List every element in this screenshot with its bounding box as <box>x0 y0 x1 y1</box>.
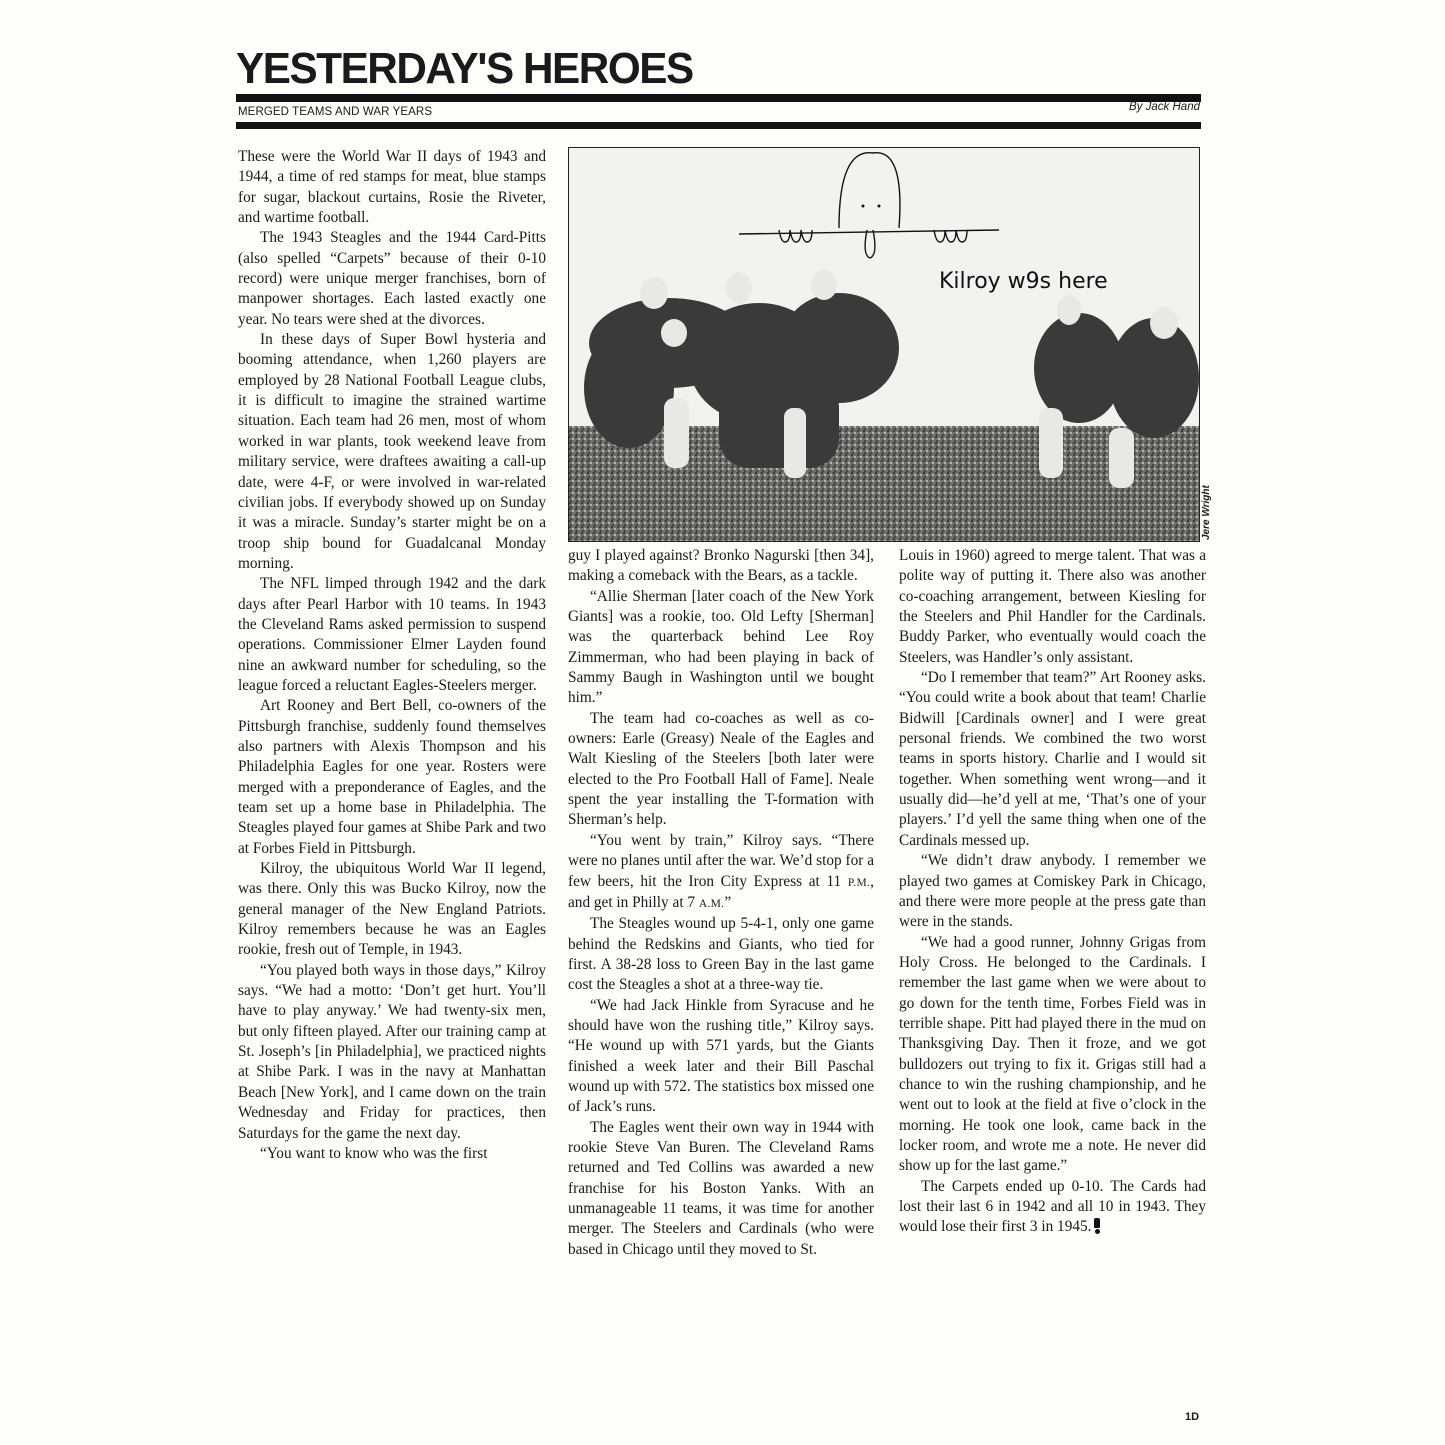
text-column-2 <box>568 546 874 1260</box>
paragraph: “We didn’t draw anybody. I remember we played two games at Comiskey Park in Chicago, and there were more people at the press gate than were in the stands. <box>899 852 1206 931</box>
text-span: , and get in Philly at 7 <box>568 872 874 911</box>
header-rule-top <box>236 94 1201 102</box>
paragraph: “We had a good runner, Johnny Grigas from Holy Cross. He belonged to the Cardinals. I remember the last game when we were about to go down for the tenth time, Forbes Field was in terrible shape. Pitt had played there in the mud on Thanksgiving Day. Then it froze, and we got bulldozers out trying to fix it. Grigas still had a chance to win the rushing championship, and he went out to look at the field at five o’clock in the morning. He took one look, came back in the locker room, and wrote me a note. He never did show up for the last game.” <box>899 933 1206 1175</box>
paragraph: “You played both ways in those days,” Kilroy says. “We had a motto: ‘Don’t get hurt. You’ll have to play anyway.’ We had twenty-six men, but only fifteen played. After our training camp at St. Joseph’s [in Philadelphia], we practiced nights at Shibe Park. I was in the navy at Manhattan Beach [New York], and I came down on the train Wednesday and Friday for practices, then Saturdays for the game the next day. <box>238 961 546 1142</box>
paragraph: “Do I remember that team?” Art Rooney asks. “You could write a book about that team! Charlie Bidwill [Cardinals owner] and I were great personal friends. We combined the two worst teams in sports history. Charlie and I would sit together. When something went wrong—and it usually did—he’d yell at me, ‘That’s one of your players.’ I’d yell the same thing when one of the Cardinals messed up. <box>899 669 1206 849</box>
paragraph: The 1943 Steagles and the 1944 Card-Pitts (also spelled “Carpets” because of their 0-10 record) were unique merger franchises, born of manpower shortages. Each lasted exactly one year. No tears were shed at the divorces. <box>238 229 546 328</box>
time-abbrev: A.M. <box>698 897 725 910</box>
paragraph <box>899 1177 1206 1238</box>
page-number: 1D <box>1185 1411 1200 1423</box>
photo-illustration <box>569 148 1199 541</box>
paragraph: The Steagles wound up 5-4-1, only one game behind the Redskins and Giants, who tied for first. A 38-28 loss to Green Bay in the last game cost the Steagles a shot at a three-way tie. <box>568 915 874 994</box>
end-mark-icon <box>1094 1218 1100 1233</box>
paragraph: The Eagles went their own way in 1944 with rookie Steve Van Buren. The Cleveland Rams returned and Ted Collins was awarded a new franchise for his Boston Yanks. With an unmanageable 11 teams, it was time for another merger. The Steelers and Cardinals (who were based in Chicago until they moved to St. <box>568 1118 874 1258</box>
paragraph: guy I played against? Bronko Nagurski [then 34], making a comeback with the Bears, as a tackle. <box>568 547 874 585</box>
paragraph: Art Rooney and Bert Bell, co-owners of the Pittsburgh franchise, suddenly found themselves also partners with Alexis Thompson and his Philadelphia Eagles for one year. Rosters were merged with a preponderance of Eagles, and the team set up a home base in Philadelphia. The Steagles played four games at Shibe Park and two at Forbes Field in Pittsburgh. <box>238 697 546 857</box>
text-span: The Carpets ended up 0-10. The Cards had lost their last 6 in 1942 and all 10 in 1943. They would lose their first 3 in 1945. <box>899 1177 1206 1236</box>
photo-credit: Jere Wright <box>1201 485 1212 540</box>
paragraph: In these days of Super Bowl hysteria and booming attendance, when 1,260 players are employed by 28 National Football League clubs, it is difficult to imagine the strained wartime situation. Each team had 26 men, most of whom worked in war plants, took weekend leave from military service, were draftees awaiting a call-up date, were 4-F, or were involved in war-related civilian jobs. If everybody showed up on Sunday it was a miracle. Sunday’s starter might be on a troop ship bound for Guadalcanal Monday morning. <box>238 331 546 572</box>
football-photo <box>568 147 1200 542</box>
byline: By Jack Hand <box>1129 101 1200 113</box>
paragraph: “We had Jack Hinkle from Syracuse and he should have won the rushing title,” Kilroy says. “He wound up with 571 yards, but the Giants finished a week later and their Bill Paschal wound up with 572. The statistics box missed one of Jack’s runs. <box>568 996 874 1116</box>
paragraph: The NFL limped through 1942 and the dark days after Pearl Harbor with 10 teams. In 1943 the Cleveland Rams asked permission to suspend operations. Commissioner Elmer Layden found nine an awkward number for scheduling, so the league forced a reluctant Eagles-Steelers merger. <box>238 575 546 694</box>
text-span: “You went by train,” Kilroy says. “There were no planes until after the war. We’d stop for a few beers, hit the Iron City Express at 11 <box>568 831 874 890</box>
paragraph <box>568 831 874 914</box>
doodle-caption: Kilroy w9s here <box>939 269 1108 294</box>
paragraph: “You want to know who was the first <box>260 1144 488 1162</box>
article-title: YESTERDAY'S HEROES <box>236 44 693 93</box>
paragraph: “Allie Sherman [later coach of the New York Giants] was a rookie, too. Old Lefty [Sherman] was the quarterback behind Lee Roy Zimmerman, who had been playing in back of Sammy Baugh in Washington until we bought him.” <box>568 587 874 707</box>
text-column-3 <box>899 546 1206 1238</box>
time-abbrev: P.M. <box>847 876 871 889</box>
text-column-1 <box>238 147 546 1164</box>
paragraph: The team had co-coaches as well as co-owners: Earle (Greasy) Neale of the Eagles and Walt Kiesling of the Steelers [both later were elected to the Pro Football Hall of Fame]. Neale spent the year installing the T-formation with Sherman’s help. <box>568 709 874 829</box>
text-span: ” <box>724 893 732 911</box>
header-rule-bottom <box>236 122 1201 129</box>
paragraph: Louis in 1960) agreed to merge talent. That was a polite way of putting it. There also was another co-coaching arrangement, between Kiesling for the Steelers and Phil Handler for the Cardinals. Buddy Parker, who eventually would coach the Steelers, was Handler’s only assistant. <box>899 547 1206 666</box>
paragraph: Kilroy, the ubiquitous World War II legend, was there. Only this was Bucko Kilroy, now the general manager of the New England Patriots. Kilroy remembers because he was an Eagles rookie, fresh out of Temple, in 1943. <box>238 860 546 959</box>
paragraph: These were the World War II days of 1943 and 1944, a time of red stamps for meat, blue stamps for sugar, blackout curtains, Rosie the Riveter, and wartime football. <box>238 148 546 227</box>
article-subtitle: MERGED TEAMS AND WAR YEARS <box>238 106 433 118</box>
